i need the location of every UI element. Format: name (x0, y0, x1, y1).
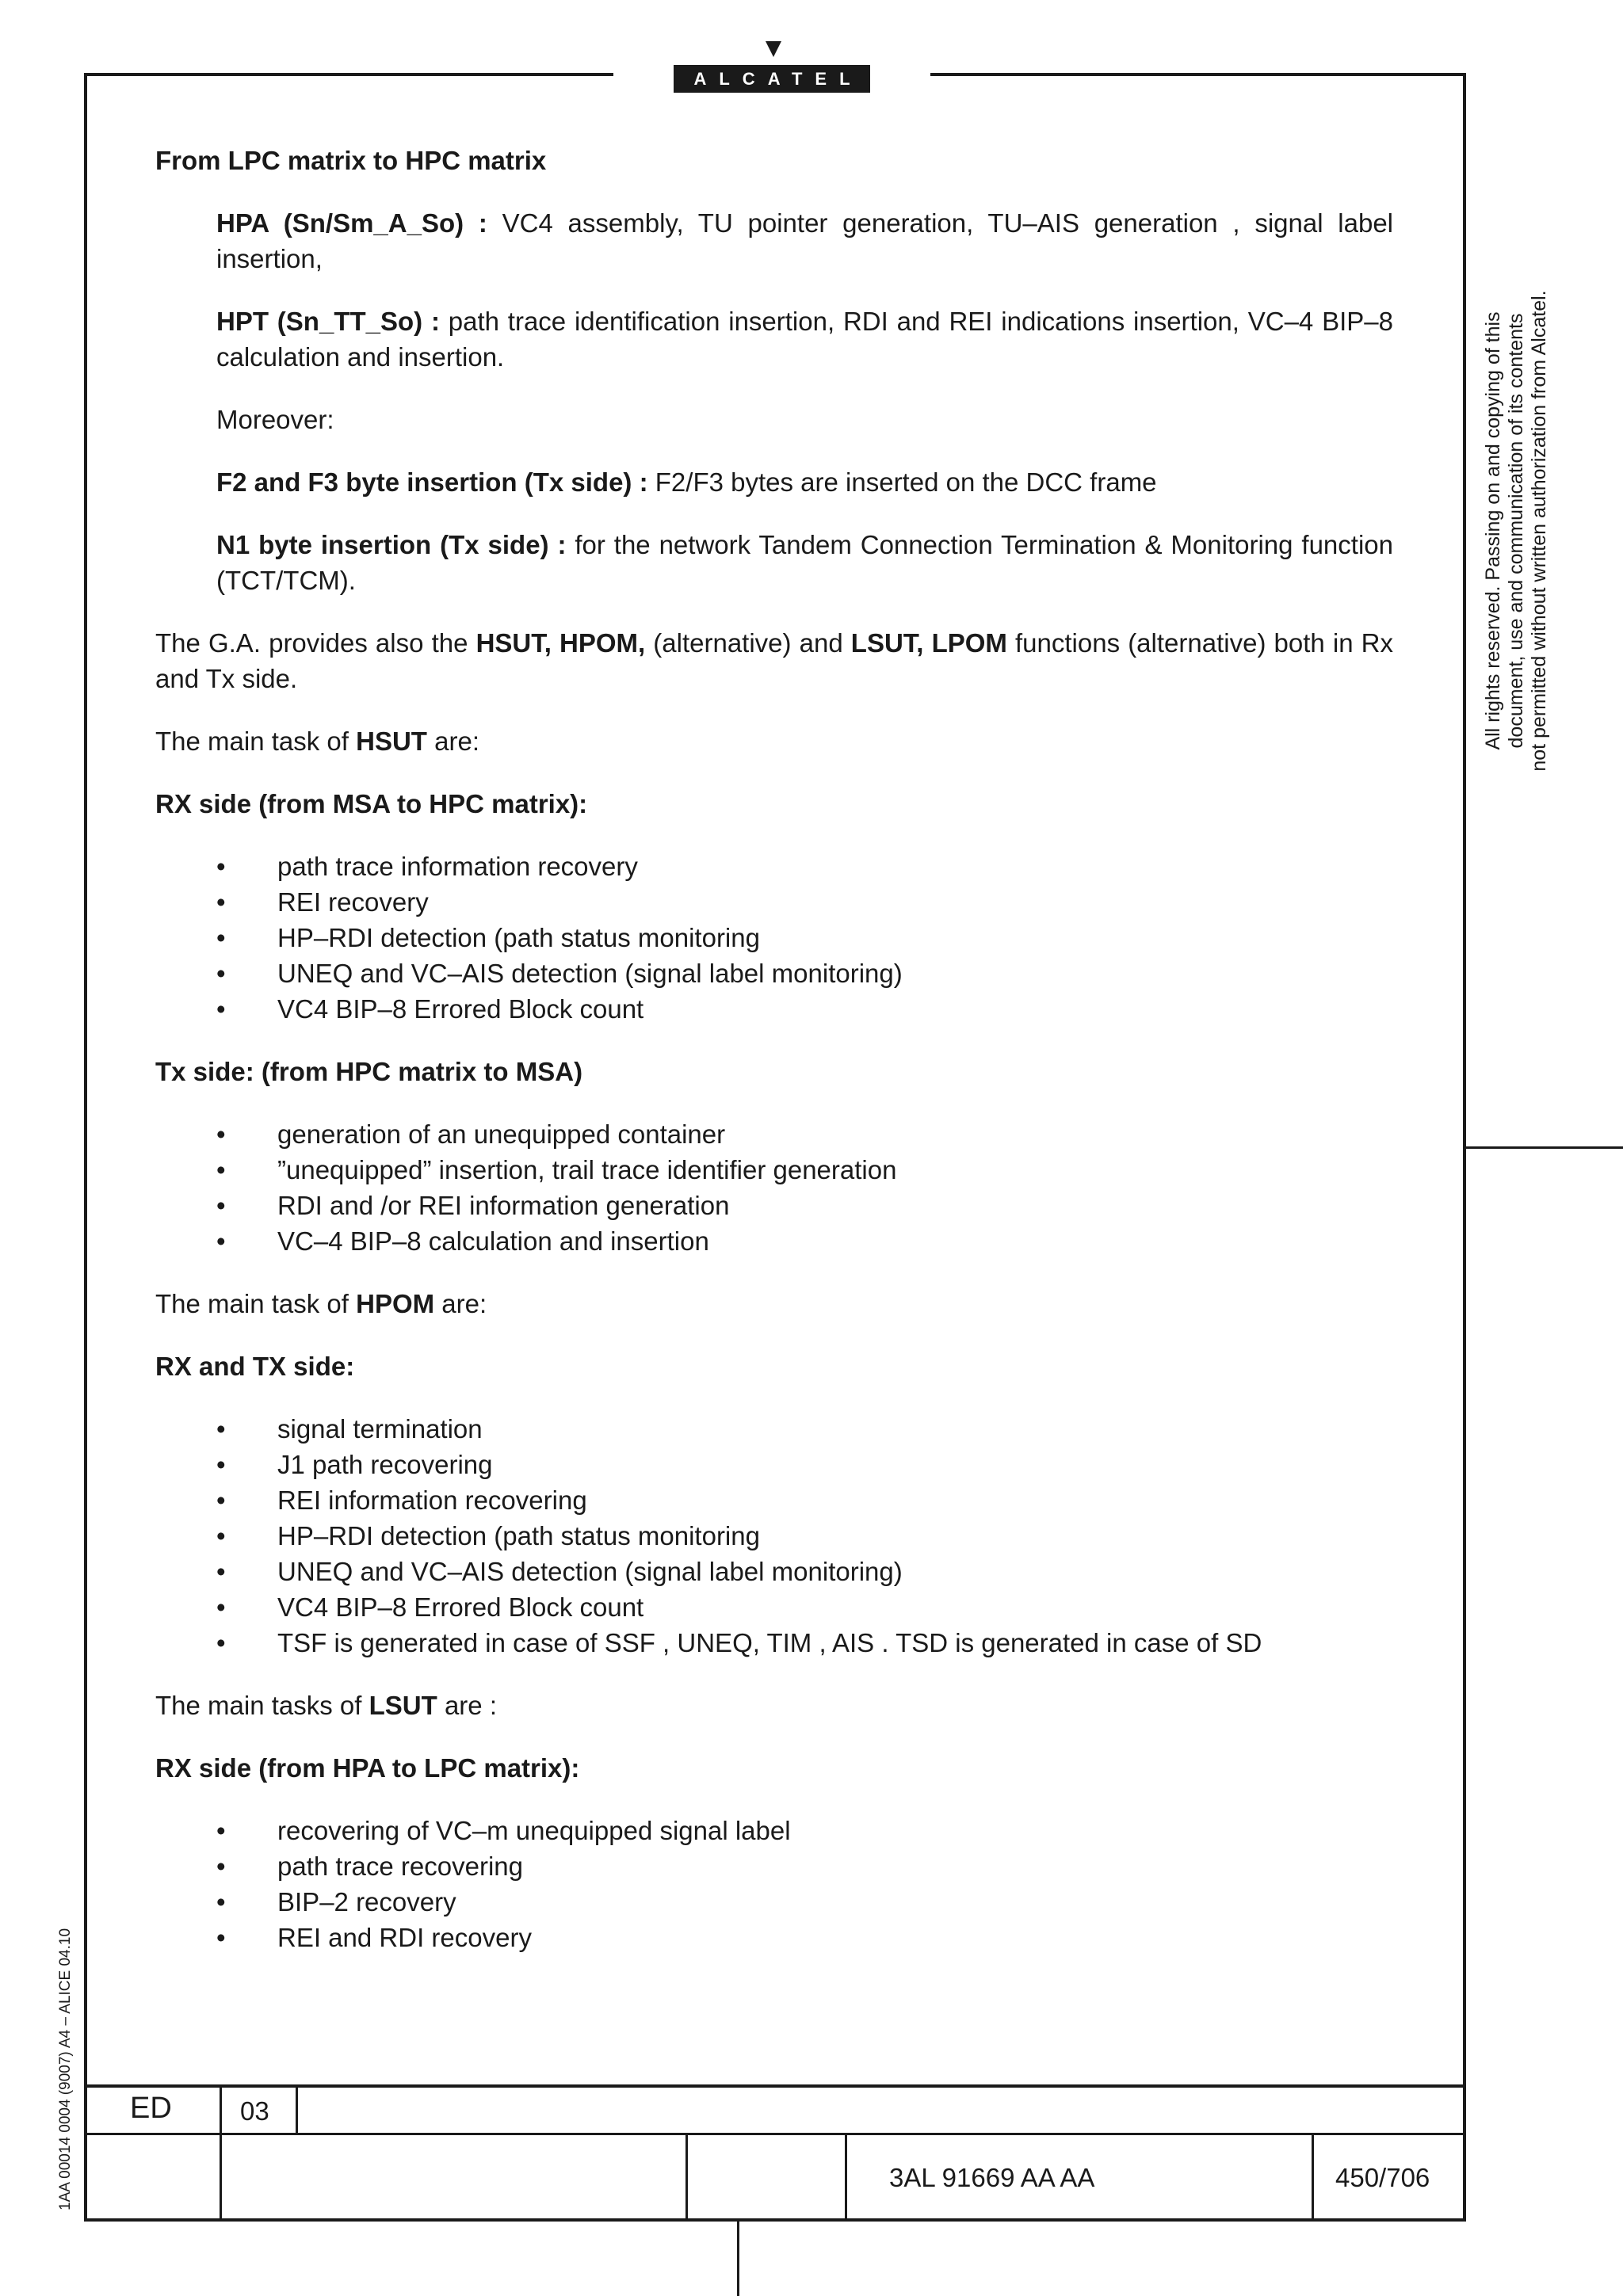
bullet-icon: • (216, 1816, 226, 1845)
list-item (155, 884, 1393, 920)
intro-text: are: (434, 1289, 487, 1318)
list-item (155, 1884, 1393, 1920)
list-item (155, 1589, 1393, 1625)
ga-bold: LSUT, LPOM (850, 628, 1007, 658)
list-item-text: REI recovery (277, 887, 429, 917)
n1-term: N1 byte insertion (Tx side) : (216, 530, 567, 559)
list-item (155, 1447, 1393, 1482)
bullet-icon: • (216, 1450, 226, 1479)
footer-mid-line (84, 2133, 1466, 2135)
intro-text: are: (426, 727, 479, 756)
footer-ed-value: 03 (240, 2096, 269, 2126)
hpom-heading: RX and TX side: (155, 1352, 355, 1381)
hsut-tx-list (155, 1116, 1393, 1259)
hsut-tx-heading: Tx side: (from HPC matrix to MSA) (155, 1057, 583, 1086)
hpom-intro (155, 1286, 1393, 1322)
list-item (155, 1813, 1393, 1848)
footer-top-line (84, 2084, 1466, 2088)
hsut-intro (155, 723, 1393, 759)
list-item-text: VC4 BIP–8 Errored Block count (277, 994, 644, 1024)
footer-ed-label: ED (130, 2092, 172, 2125)
intro-text: The main task of (155, 1289, 357, 1318)
frame-top-left (84, 73, 613, 76)
hsut-rx-list (155, 849, 1393, 1027)
list-item (155, 1625, 1393, 1661)
hpa-term: HPA (Sn/Sm_A_So) : (216, 208, 487, 238)
bottom-fold-tick (737, 2222, 739, 2296)
footer-doc-code: 3AL 91669 AA AA (889, 2163, 1095, 2192)
n1-paragraph (216, 527, 1393, 598)
bullet-icon: • (216, 1628, 226, 1657)
list-item (155, 1152, 1393, 1188)
bullet-icon: • (216, 1557, 226, 1586)
bullet-icon: • (216, 1119, 226, 1149)
list-item (155, 1848, 1393, 1884)
ga-text: (alternative) and (645, 628, 851, 658)
form-code: 1AA 00014 0004 (9007) A4 – ALICE 04.10 (57, 1928, 74, 2210)
bullet-icon: • (216, 887, 226, 917)
list-item (155, 1518, 1393, 1554)
lsut-intro (155, 1688, 1393, 1723)
list-item-text: HP–RDI detection (path status monitoring (277, 1521, 760, 1550)
list-item (155, 849, 1393, 884)
list-item (155, 920, 1393, 955)
list-item-text: UNEQ and VC–AIS detection (signal label monitoring) (277, 959, 903, 988)
copyright-line: All rights reserved. Passing on and copying of this (1482, 311, 1504, 750)
intro-bold: HPOM (356, 1289, 435, 1318)
list-item-text: UNEQ and VC–AIS detection (signal label monitoring) (277, 1557, 903, 1586)
footer-v2 (296, 2084, 298, 2134)
list-item-text: ”unequipped” insertion, trail trace identifier generation (277, 1155, 897, 1184)
ga-paragraph (155, 625, 1393, 696)
bullet-icon: • (216, 923, 226, 952)
copyright-notice (1482, 269, 1551, 792)
footer-v4 (845, 2133, 847, 2222)
hpt-paragraph (216, 303, 1393, 375)
list-item-text: signal termination (277, 1414, 483, 1444)
bullet-icon: • (216, 959, 226, 988)
intro-bold: HSUT (356, 727, 427, 756)
list-item (155, 1116, 1393, 1152)
list-item-text: path trace recovering (277, 1852, 524, 1881)
ga-text: The G.A. provides also the (155, 628, 476, 658)
hpa-paragraph (216, 205, 1393, 277)
copyright-line: document, use and communication of its contents (1505, 313, 1527, 749)
f2f3-term: F2 and F3 byte insertion (Tx side) : (216, 467, 648, 497)
list-item-text: VC–4 BIP–8 calculation and insertion (277, 1226, 709, 1256)
intro-text: are : (437, 1691, 497, 1720)
section-title: From LPC matrix to HPC matrix (155, 146, 547, 175)
list-item-text: J1 path recovering (277, 1450, 493, 1479)
bullet-icon: • (216, 1592, 226, 1622)
list-item-text: TSF is generated in case of SSF , UNEQ, TIM , AIS . TSD is generated in case of SD (277, 1628, 1262, 1657)
lsut-rx-heading: RX side (from HPA to LPC matrix): (155, 1753, 580, 1783)
list-item (155, 1411, 1393, 1447)
copyright-line: not permitted without written authorization from Alcatel. (1528, 290, 1550, 772)
bullet-icon: • (216, 1226, 226, 1256)
list-item (155, 1920, 1393, 1955)
intro-text: The main tasks of (155, 1691, 369, 1720)
frame-top-right (930, 73, 1466, 76)
hpt-term: HPT (Sn_TT_So) : (216, 307, 440, 336)
hsut-rx-heading: RX side (from MSA to HPC matrix): (155, 789, 588, 818)
logo-arrow-icon (766, 41, 781, 57)
footer-v3 (685, 2133, 688, 2222)
list-item-text: VC4 BIP–8 Errored Block count (277, 1592, 644, 1622)
bullet-icon: • (216, 1521, 226, 1550)
intro-bold: LSUT (369, 1691, 437, 1720)
bullet-icon: • (216, 1486, 226, 1515)
lsut-rx-list (155, 1813, 1393, 1955)
footer-page-number: 450/706 (1335, 2163, 1430, 2192)
bullet-icon: • (216, 1852, 226, 1881)
list-item-text: generation of an unequipped container (277, 1119, 726, 1149)
document-body (155, 143, 1393, 1982)
f2f3-paragraph (216, 464, 1393, 500)
bullet-icon: • (216, 1887, 226, 1917)
ga-text: functions (alternative) both in Rx and Tx side. (155, 628, 1393, 693)
list-item (155, 1188, 1393, 1223)
bullet-icon: • (216, 1414, 226, 1444)
n1-text: for the network Tandem Connection Termination & Monitoring function (TCT/TCM). (216, 530, 1393, 595)
right-margin-tick (1466, 1146, 1623, 1149)
list-item (155, 1223, 1393, 1259)
bullet-icon: • (216, 994, 226, 1024)
list-item-text: REI information recovering (277, 1486, 587, 1515)
frame-bottom (84, 2218, 1466, 2222)
footer-v5 (1312, 2133, 1314, 2222)
list-item-text: HP–RDI detection (path status monitoring (277, 923, 760, 952)
alcatel-logo: ALCATEL (674, 65, 870, 93)
bullet-icon: • (216, 1191, 226, 1220)
list-item (155, 1554, 1393, 1589)
list-item-text: recovering of VC–m unequipped signal label (277, 1816, 791, 1845)
hpom-list (155, 1411, 1393, 1661)
list-item (155, 955, 1393, 991)
moreover-text: Moreover: (216, 405, 334, 434)
bullet-icon: • (216, 1155, 226, 1184)
list-item-text: BIP–2 recovery (277, 1887, 456, 1917)
bullet-icon: • (216, 1923, 226, 1952)
intro-text: The main task of (155, 727, 357, 756)
list-item-text: path trace information recovery (277, 852, 638, 881)
list-item-text: RDI and /or REI information generation (277, 1191, 730, 1220)
hpa-text: VC4 assembly, TU pointer generation, TU–AIS generation , signal label insertion, (216, 208, 1394, 273)
list-item-text: REI and RDI recovery (277, 1923, 532, 1952)
ga-bold: HSUT, HPOM, (475, 628, 646, 658)
hpt-text: path trace identification insertion, RDI and REI indications insertion, VC–4 BIP–8 calculation and insertion. (216, 307, 1393, 372)
footer-v1 (220, 2084, 222, 2222)
list-item (155, 1482, 1393, 1518)
bullet-icon: • (216, 852, 226, 881)
frame-left (84, 73, 87, 2222)
f2f3-text: F2/F3 bytes are inserted on the DCC frame (647, 467, 1157, 497)
list-item (155, 991, 1393, 1027)
